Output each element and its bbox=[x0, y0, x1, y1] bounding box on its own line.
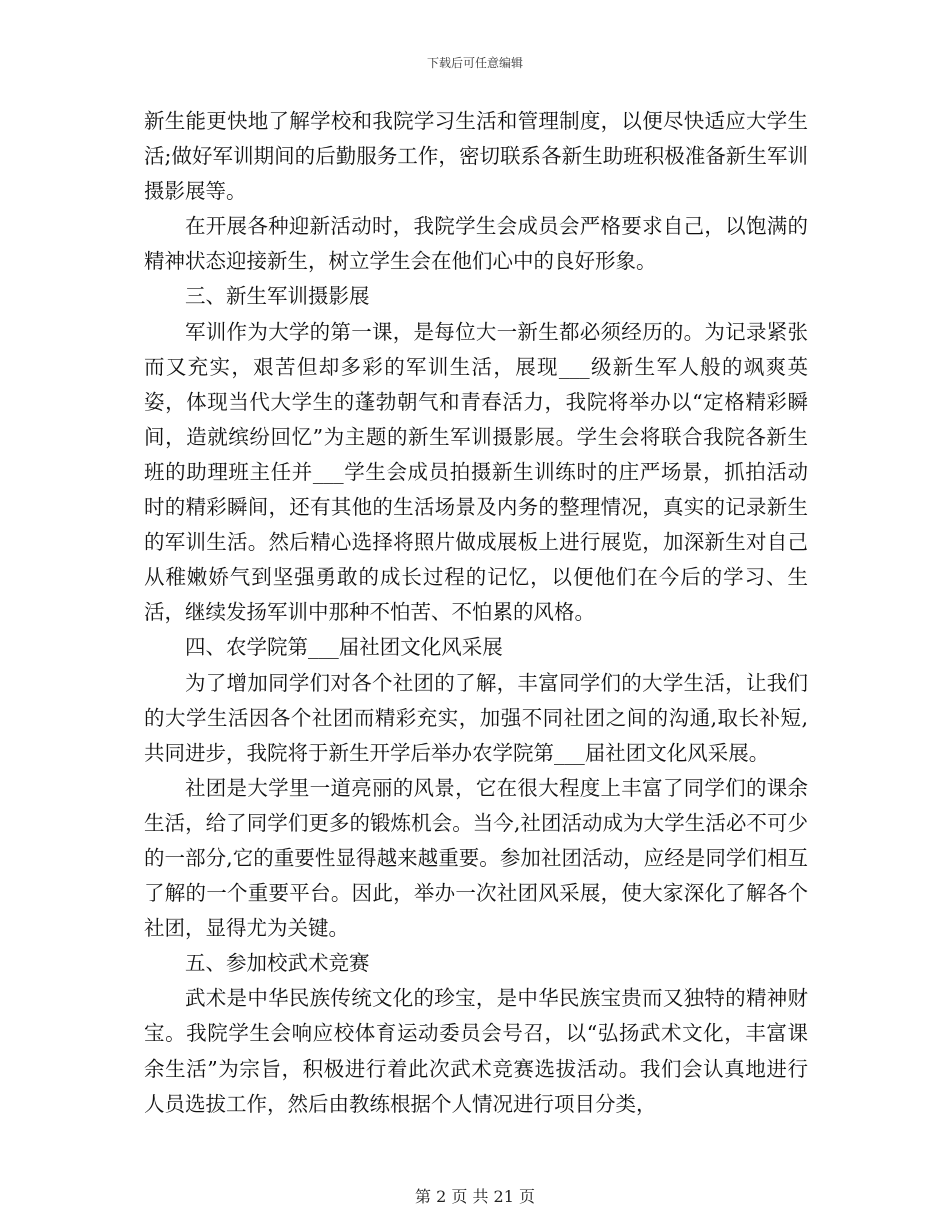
section-heading: 五、参加校武术竞赛 bbox=[185, 951, 370, 976]
paragraph: 军训作为大学的第一课，是每位大一新生都必须经历的。为记录紧张而又充实，艰苦但却多彩的军训生活，展现___级新生军人般的飒爽英姿，体现当代大学生的蓬勃朝气和青春活力，我院将举办以“定格精彩瞬间，造就缤纷回忆”为主题的新生军训摄影展。学生会将联合我院各新生班的助理班主任并___学生会成员拍摄新生训练时的庄严场景，抓拍活动时的精彩瞬间，还有其他的生活场景及内务的整理情况，真实的记录新生的军训生活。然后精心选择将照片做成展板上进行展览，加深新生对自己从稚嫩娇气到坚强勇敢的成长过程的记忆，以便他们在今后的学习、生活，继续发扬军训中那种不怕苦、不怕累的风格。 bbox=[144, 319, 808, 625]
paragraph: 社团是大学里一道亮丽的风景，它在很大程度上丰富了同学们的课余生活，给了同学们更多的锻炼机会。当今,社团活动成为大学生活必不可少的一部分,它的重要性显得越来越重要。参加社团活动，应经是同学们相互了解的一个重要平台。因此，举办一次社团风采展，使大家深化了解各个社团，显得尤为关键。 bbox=[144, 775, 808, 941]
section-heading: 三、新生军训摄影展 bbox=[185, 284, 370, 309]
section-heading: 四、农学院第___届社团文化风采展 bbox=[185, 635, 503, 660]
document-body bbox=[144, 104, 808, 1122]
paragraph: 在开展各种迎新活动时，我院学生会成员会严格要求自己，以饱满的精神状态迎接新生，树立学生会在他们心中的良好形象。 bbox=[144, 214, 808, 274]
page-header: 下载后可任意编辑 bbox=[426, 56, 523, 70]
paragraph-continuation: 新生能更快地了解学校和我院学习生活和管理制度，以便尽快适应大学生活;做好军训期间的后勤服务工作，密切联系各新生助班积极准备新生军训摄影展等。 bbox=[144, 109, 808, 204]
paragraph: 为了增加同学们对各个社团的了解，丰富同学们的大学生活，让我们的大学生活因各个社团而精彩充实，加强不同社团之间的沟通,取长补短,共同进步，我院将于新生开学后举办农学院第___届社团文化风采展。 bbox=[144, 670, 808, 765]
paragraph: 武术是中华民族传统文化的珍宝，是中华民族宝贵而又独特的精神财宝。我院学生会响应校体育运动委员会号召，以“弘扬武术文化，丰富课余生活”为宗旨，积极进行着此次武术竞赛选拔活动。我们会认真地进行人员选拔工作，然后由教练根据个人情况进行项目分类， bbox=[144, 986, 808, 1116]
page-footer: 第 2 页 共 21 页 bbox=[415, 1187, 535, 1206]
